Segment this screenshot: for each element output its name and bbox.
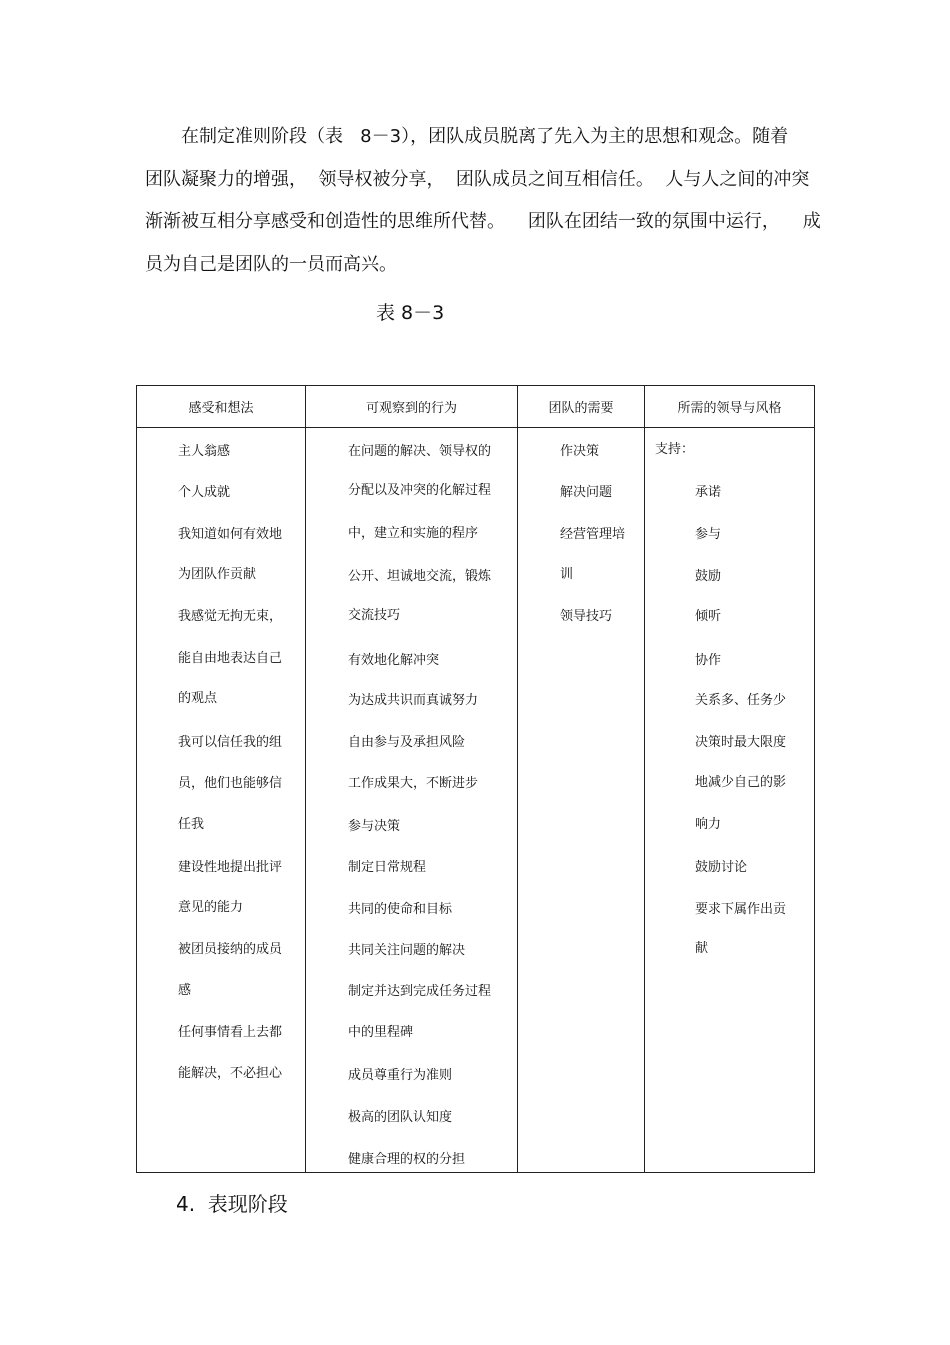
list-item: 我知道如何有效地	[178, 527, 283, 542]
cell-team-needs	[518, 428, 645, 1173]
section-heading: 4. 表现阶段	[176, 1192, 288, 1216]
list-item: 有效地化解冲突	[348, 653, 440, 668]
list-item: 经营管理培	[560, 527, 626, 542]
table-caption: 表 8－3	[376, 302, 445, 324]
list-item: 我感觉无拘无束，	[178, 609, 283, 624]
header-feelings: 感受和想法	[137, 386, 306, 428]
list-item: 关系多、任务少	[695, 693, 787, 708]
list-item: 参与决策	[348, 819, 401, 834]
list-item: 中的里程碑	[348, 1025, 414, 1040]
list-item: 主人翁感	[178, 444, 231, 459]
list-item: 意见的能力	[178, 900, 244, 915]
stage-table	[136, 385, 815, 1173]
list-item: 交流技巧	[348, 608, 401, 623]
header-leadership-style: 所需的领导与风格	[645, 386, 815, 428]
list-item: 协作	[695, 653, 722, 668]
paragraph-line-3: 渐渐被互相分享感受和创造性的思维所代替。 团队在团结一致的氛围中运行， 成	[145, 211, 821, 232]
list-item: 鼓励讨论	[695, 860, 748, 875]
list-item: 为团队作贡献	[178, 567, 257, 582]
list-item: 地减少自己的影	[695, 775, 787, 790]
list-item: 任何事情看上去都	[178, 1025, 283, 1040]
list-item: 共同关注问题的解决	[348, 943, 466, 958]
cell-feelings	[137, 428, 306, 1173]
list-item: 成员尊重行为准则	[348, 1068, 453, 1083]
list-item: 参与	[695, 527, 722, 542]
list-item: 鼓励	[695, 569, 722, 584]
list-item: 能自由地表达自己	[178, 651, 283, 666]
list-item: 献	[695, 941, 709, 956]
list-item: 个人成就	[178, 485, 231, 500]
list-item: 在问题的解决、领导权的	[348, 444, 492, 459]
support-label: 支持：	[655, 442, 695, 457]
list-item: 建设性地提出批评	[178, 860, 283, 875]
paragraph-line-4: 员为自己是团队的一员而高兴。	[145, 254, 397, 275]
list-item: 任我	[178, 817, 205, 832]
header-team-needs: 团队的需要	[518, 386, 645, 428]
list-item: 中，建立和实施的程序	[348, 526, 479, 541]
paragraph-line-1: 在制定准则阶段（表 8－3），团队成员脱离了先入为主的思想和观念。随着	[181, 126, 789, 147]
list-item: 能解决，不必担心	[178, 1066, 283, 1081]
list-item: 被团员接纳的成员	[178, 942, 283, 957]
list-item: 解决问题	[560, 485, 613, 500]
table-header-row	[137, 386, 815, 428]
list-item: 决策时最大限度	[695, 735, 787, 750]
paragraph-line-2: 团队凝聚力的增强， 领导权被分享， 团队成员之间互相信任。 人与人之间的冲突	[145, 169, 810, 190]
list-item: 工作成果大，不断进步	[348, 776, 479, 791]
header-behaviors: 可观察到的行为	[306, 386, 518, 428]
list-item: 感	[178, 983, 192, 998]
list-item: 公开、坦诚地交流，锻炼	[348, 569, 492, 584]
cell-leadership-style	[645, 428, 815, 1173]
table-row	[137, 428, 815, 1173]
list-item: 自由参与及承担风险	[348, 735, 466, 750]
list-item: 倾听	[695, 609, 722, 624]
list-item: 员，他们也能够信	[178, 776, 283, 791]
list-item: 响力	[695, 817, 722, 832]
list-item: 为达成共识而真诚努力	[348, 693, 479, 708]
list-item: 的观点	[178, 691, 218, 706]
list-item: 极高的团队认知度	[348, 1110, 453, 1125]
list-item: 制定日常规程	[348, 860, 427, 875]
list-item: 健康合理的权的分担	[348, 1152, 466, 1167]
list-item: 领导技巧	[560, 609, 613, 624]
list-item: 共同的使命和目标	[348, 902, 453, 917]
list-item: 训	[560, 567, 574, 582]
list-item: 要求下属作出贡	[695, 902, 787, 917]
list-item: 承诺	[695, 485, 722, 500]
list-item: 我可以信任我的组	[178, 735, 283, 750]
list-item: 作决策	[560, 444, 600, 459]
list-item: 分配以及冲突的化解过程	[348, 483, 492, 498]
list-item: 制定并达到完成任务过程	[348, 984, 492, 999]
cell-behaviors	[306, 428, 518, 1173]
